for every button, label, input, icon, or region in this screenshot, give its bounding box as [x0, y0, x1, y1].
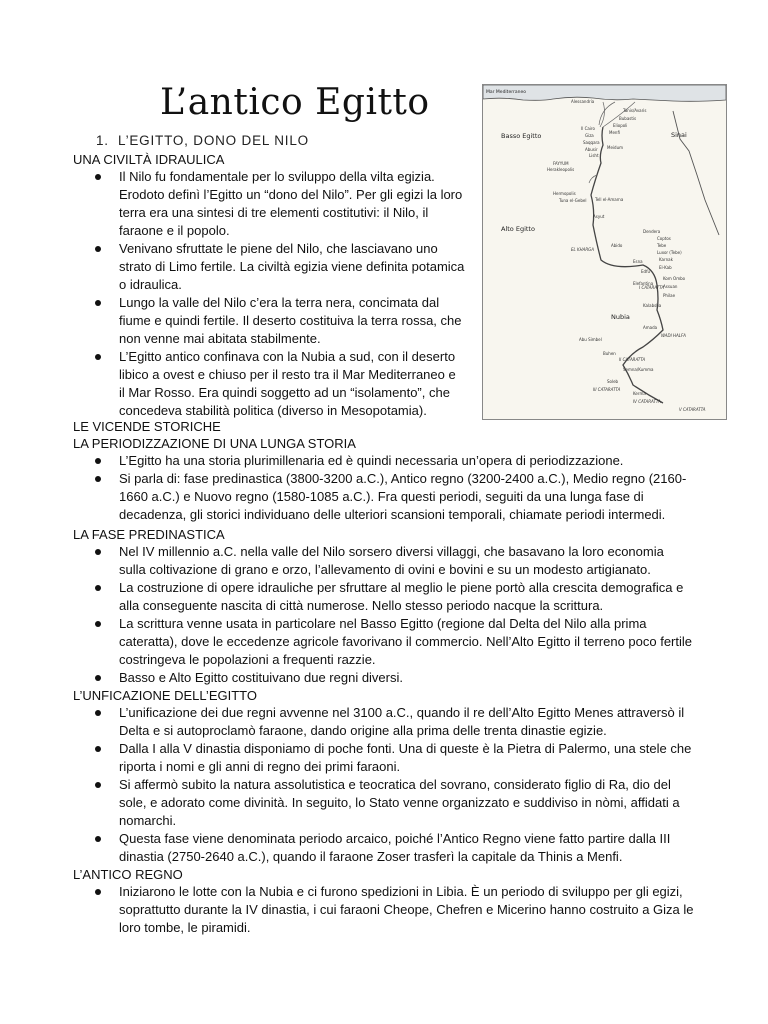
map-place-iv-cataratta: IV CATARATTA [633, 399, 661, 404]
map-place-abido: Abido [611, 243, 623, 248]
map-place-il-cairo: Il Cairo [581, 126, 595, 131]
section-heading: LE VICENDE STORICHE [73, 419, 221, 434]
map-place-herakleopolis: Herakleopolis [547, 167, 575, 172]
list-item: La costruzione di opere idrauliche per sfruttare al meglio le piene portò alla crescita demografica e alla conseguente nascita di città numerose. Nello stesso periodo nacque la scrittura. [73, 579, 694, 615]
map-region-alto-egitto: Alto Egitto [501, 225, 535, 233]
map-place-bubastis: Bubastis [619, 116, 637, 121]
map-place-coptos: Coptos [657, 236, 671, 241]
list-item: L’Egitto antico confinava con la Nubia a sud, con il deserto libico a ovest e chiuso per il resto tra il Mar Mediterraneo e il Mar Rosso. Era quindi soggetto ad un “isolamento”, che concedeva stabilità politica (diverso in Mesopotamia). [73, 348, 465, 420]
map-place-kerma: Kerma [633, 391, 646, 396]
bullet-list [73, 704, 693, 866]
bullet-list [73, 452, 693, 524]
section-periodizzazione [73, 435, 693, 524]
page-title: L’antico Egitto [160, 82, 430, 123]
section-antico-regno [73, 866, 693, 937]
map-place-tuna-el-gebel: Tuna el-Gebel [559, 198, 587, 203]
map-place-tebe: Tebe [657, 243, 667, 248]
map-place-eliopoli: Eliopoli [613, 123, 628, 128]
map-place-alessandria: Alessandria [571, 99, 595, 104]
map-region-sinai: Sinai [671, 131, 687, 139]
egypt-map [482, 84, 727, 420]
map-place-esna: Esna [633, 259, 643, 264]
map-place-edfu: Edfu [641, 269, 651, 274]
list-item: Questa fase viene denominata periodo arcaico, poiché l’Antico Regno viene fatto partire dalla III dinastia (2750-2640 a.C.), quando il faraone Zoser trasferì la capitale da Thinis a Menfi. [73, 830, 694, 866]
list-item: L’Egitto ha una storia plurimillenaria ed è quindi necessaria un’opera di periodizzazione. [73, 452, 694, 470]
map-place-semna-kumma: Semna/Kumma [623, 367, 654, 372]
map-place-buhen: Buhen [603, 351, 616, 356]
list-item: La scrittura venne usata in particolare nel Basso Egitto (regione dal Delta del Nilo alla prima cateratta), dove le eccedenze agricole favorivano il commercio. Nell’Alto Egitto il terreno poco fertile costringeva le popolazioni a frequenti razzie. [73, 615, 694, 669]
map-place-menfi: Menfi [609, 130, 620, 135]
list-item: Si parla di: fase predinastica (3800-3200 a.C.), Antico regno (3200-2400 a.C.), Medio regno (2160-1660 a.C.) e Nuovo regno (1580-1085 a.C.). Fra questi periodi, seguiti da una lunga fase di decadenza, gli storici individuano delle ulteriori scansioni temporali, chiamate periodi intermedi. [73, 470, 694, 524]
map-place-karnak: Karnak [659, 257, 673, 262]
map-place-abusir: Abusir [585, 147, 598, 152]
map-place-asyut: Asyut [593, 214, 605, 219]
list-item: Basso e Alto Egitto costituivano due regni diversi. [73, 669, 694, 687]
map-place-el-kharga: EL KHARGA [571, 247, 595, 252]
map-place-soleb: Soleb [607, 379, 619, 384]
map-place-elefantina: Elefantina [633, 281, 654, 286]
section-heading: L’UNFICAZIONE DELL’EGITTO [73, 688, 257, 703]
section-heading: LA PERIODIZZAZIONE DI UNA LUNGA STORIA [73, 436, 356, 451]
bullet-list [73, 543, 693, 687]
map-place-saqqara: Saqqara [583, 140, 600, 145]
list-item: Dalla I alla V dinastia disponiamo di poche fonti. Una di queste è la Pietra di Palermo, una stele che riporta i nomi e gli anni di regno dei primi faraoni. [73, 740, 694, 776]
map-place-assuan: Assuan [663, 284, 678, 289]
map-drawing [483, 85, 726, 419]
map-place-meidum: Meidum [607, 145, 623, 150]
section-heading: UNA CIVILTÀ IDRAULICA [73, 152, 225, 167]
map-place-luxor: Luxor (Tebe) [657, 250, 682, 255]
list-item: Lungo la valle del Nilo c’era la terra nera, concimata dal fiume e quindi fertile. Il deserto costituiva la terra rossa, che non venne mai abitata stabilmente. [73, 294, 465, 348]
map-region-basso-egitto: Basso Egitto [501, 132, 542, 140]
map-place-dendera: Dendera [643, 229, 661, 234]
map-place-hermopolis: Hermopolis [553, 191, 576, 196]
list-item: Venivano sfruttate le piene del Nilo, che lasciavano uno strato di Limo fertile. La civiltà egizia viene definita potamica o idraulica. [73, 240, 465, 294]
map-place-tell-el-amarna: Tell el-Amarna [595, 197, 624, 202]
section-heading: LA FASE PREDINASTICA [73, 527, 225, 542]
map-place-kom-ombo: Kom Ombo [663, 276, 686, 281]
list-item: Si affermò subito la natura assolutistica e teocratica del sovrano, considerato figlio di Ra, dio del sole, e adorato come divinità. In seguito, lo Stato venne organizzato e suddiviso in nòmi, affidati a nomarchi. [73, 776, 694, 830]
section-predinastica [73, 526, 693, 687]
map-place-ii-cataratta: II CATARATTA [619, 357, 646, 362]
section-heading: L’ANTICO REGNO [73, 867, 183, 882]
bullet-list [73, 883, 693, 937]
map-region-nubia: Nubia [611, 313, 630, 321]
map-place-iii-cataratta: III CATARATTA [593, 387, 621, 392]
list-item: Il Nilo fu fondamentale per lo sviluppo della vilta egizia. Erodoto definì l’Egitto un “dono del Nilo”. Per gli egizi la loro terra era una sintesi di tre elementi costitutivi: il Nilo, il faraone e il popolo. [73, 168, 465, 240]
section-unificazione [73, 687, 693, 866]
list-item: Iniziarono le lotte con la Nubia e ci furono spedizioni in Libia. È un periodo di sviluppo per gli egizi, soprattutto durante la IV dinastia, i cui faraoni Cheope, Chefren e Micerino hanno costruito a Giza le loro tombe, le piramidi. [73, 883, 694, 937]
map-place-wadi-halfa: WADI HALFA [661, 333, 686, 338]
map-caption: Mar Mediterraneo [486, 90, 526, 95]
map-place-kalabsha: Kalabsha [643, 303, 662, 308]
map-place-philae: Philae [663, 293, 676, 298]
map-place-i-cataratta: I CATARATTA [639, 285, 664, 290]
list-item: Nel IV millennio a.C. nella valle del Nilo sorsero diversi villaggi, che basavano la loro economia sulla coltivazione di grano e orzo, l’allevamento di ovini e bovini e su un modesto artigianato. [73, 543, 694, 579]
map-place-abu-simbel: Abu Simbel [579, 337, 602, 342]
map-place-tanis: Tanis/Avaris [623, 108, 647, 113]
map-place-v-cataratta: V CATARATTA [679, 407, 706, 412]
map-place-amada: Amada [643, 325, 658, 330]
chapter-title: L’EGITTO, DONO DEL NILO [118, 133, 309, 148]
map-place-fayyum: FAYYUM [553, 161, 569, 166]
chapter-heading [96, 133, 309, 148]
chapter-number: 1. [96, 133, 109, 148]
map-place-giza: Giza [585, 133, 594, 138]
map-place-lisht: Lisht [589, 153, 599, 158]
map-place-el-kab: El-Kab [659, 265, 672, 270]
list-item: L’unificazione dei due regni avvenne nel 3100 a.C., quando il re dell’Alto Egitto Menes attraversò il Delta e si autoproclamò faraone, dando origine alla prima delle trenta dinastie egizie. [73, 704, 694, 740]
section-vicende [73, 418, 693, 435]
